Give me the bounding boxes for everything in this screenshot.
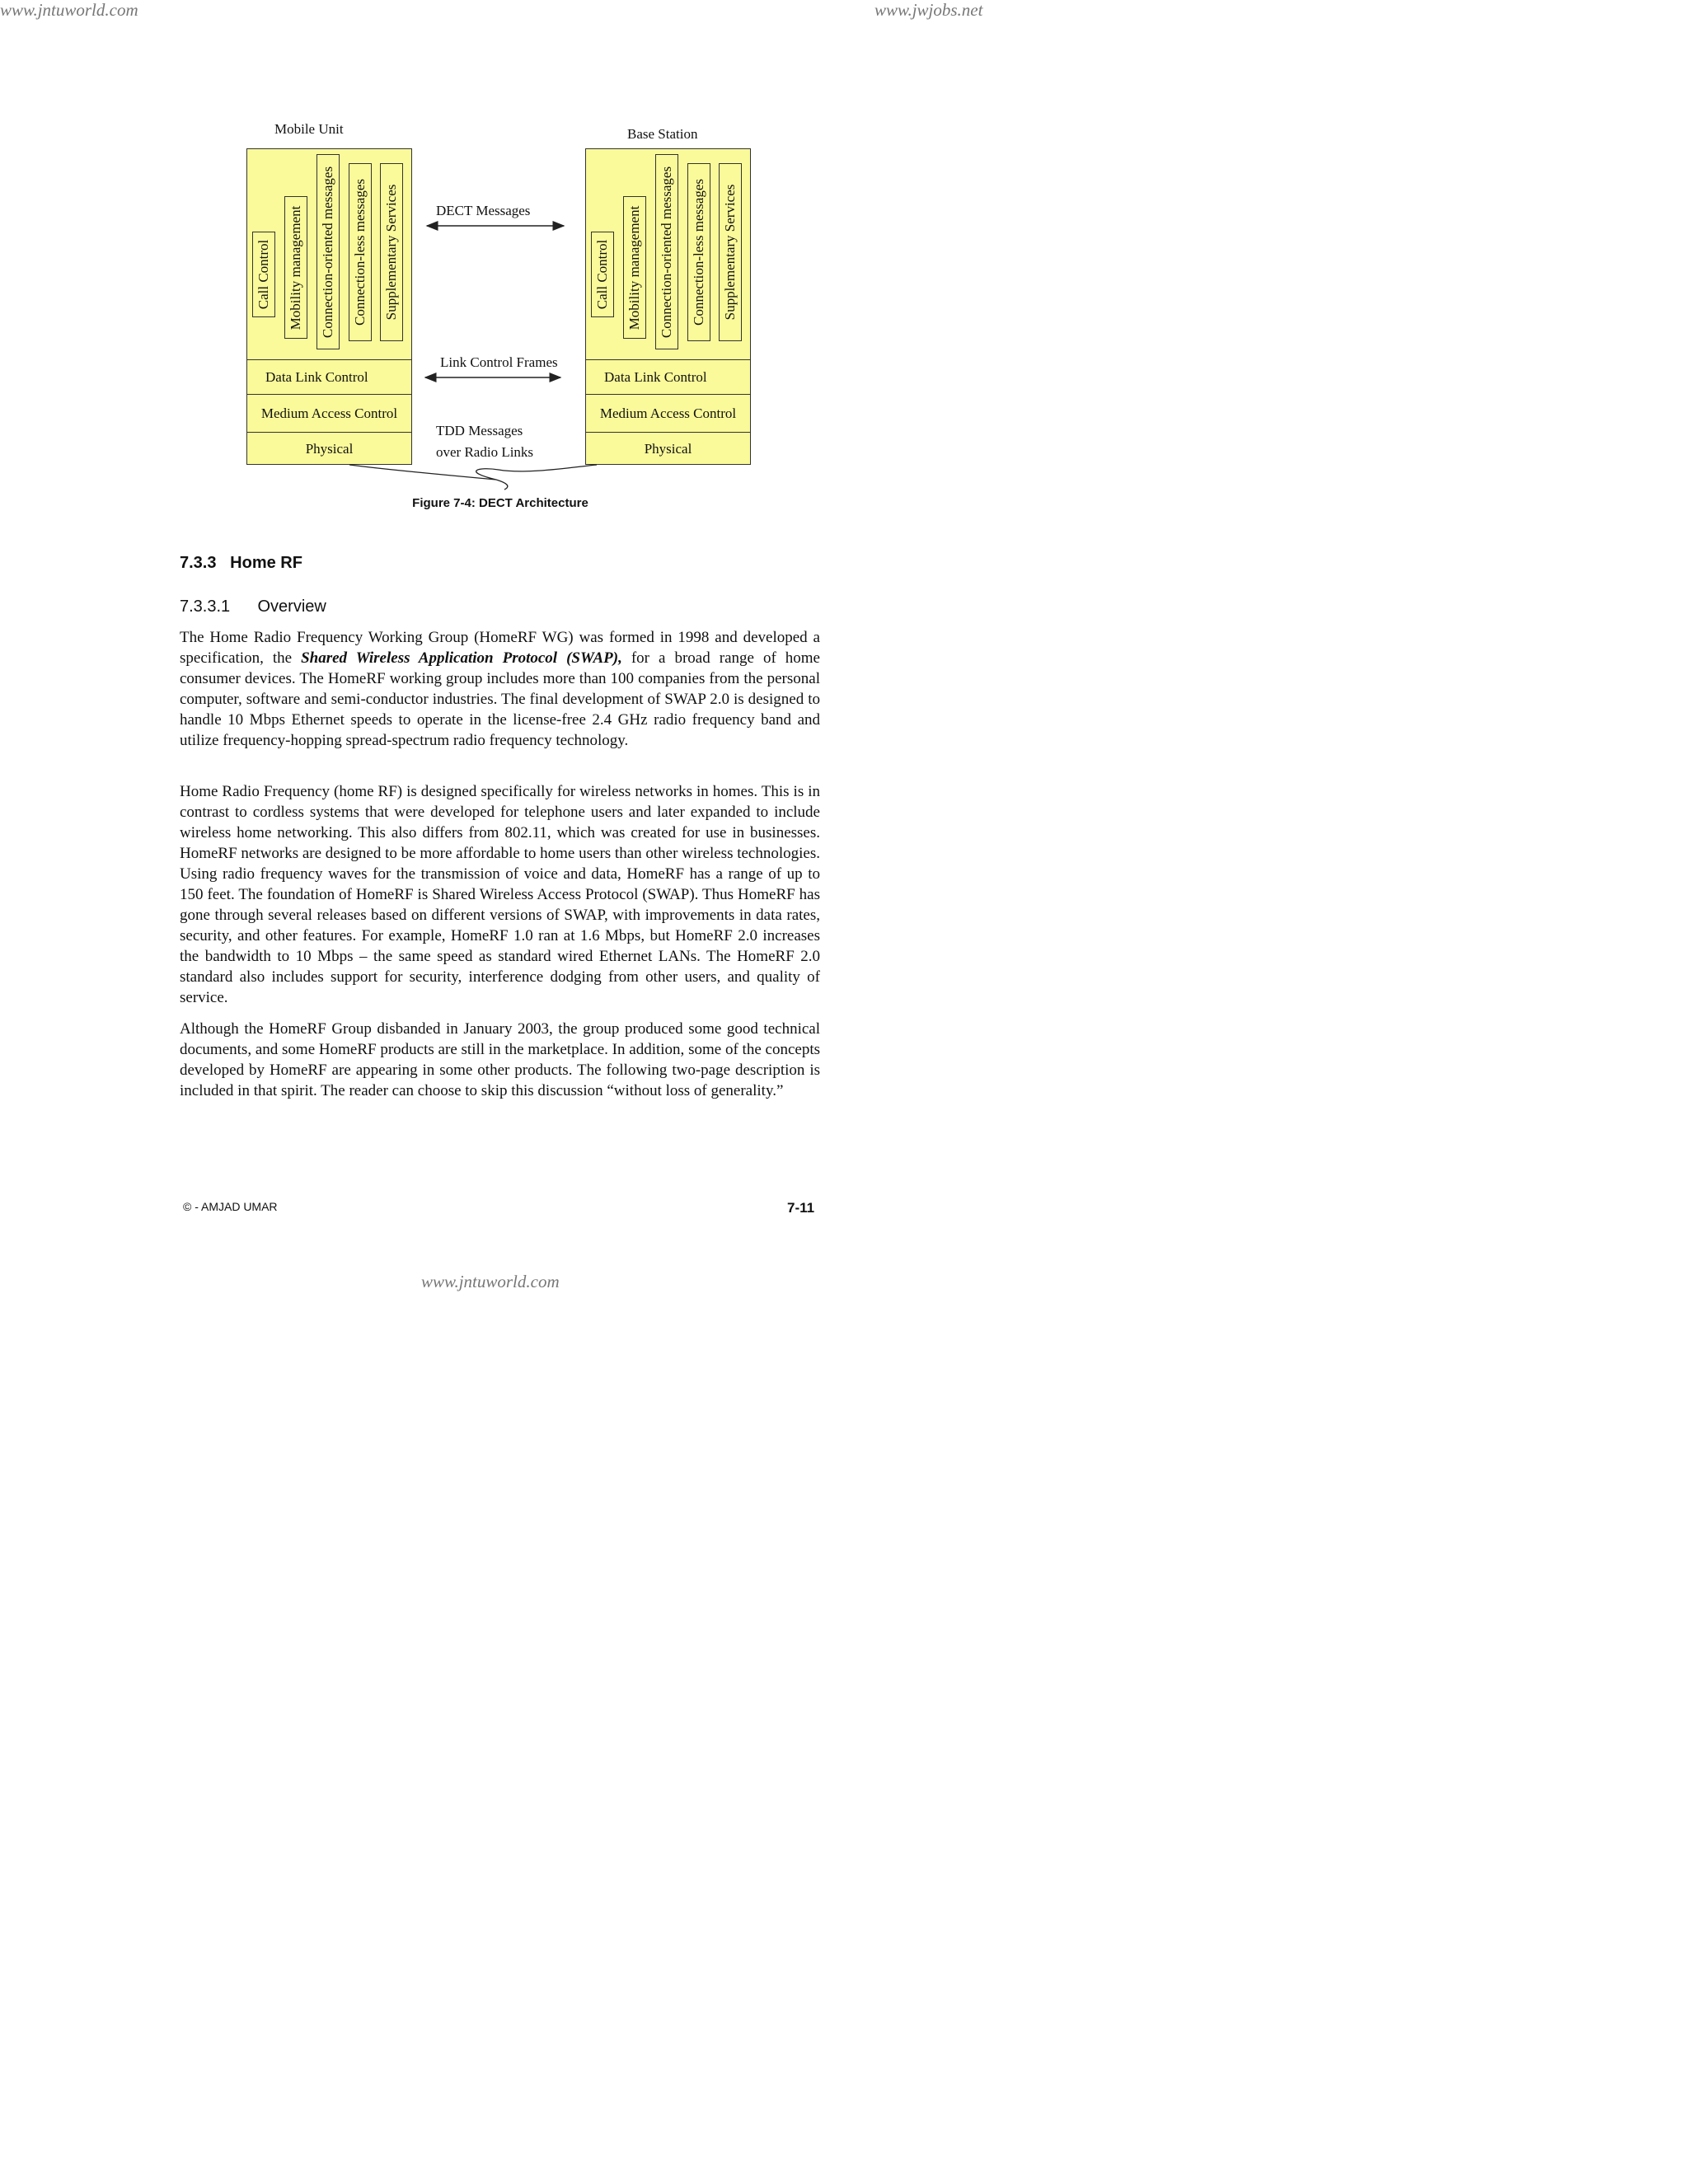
paragraph-1 <box>180 627 820 751</box>
paragraph-3: Although the HomeRF Group disbanded in January 2003, the group produced some good technical documents, and some HomeRF products are still in the marketplace. In addition, some of the concepts developed by HomeRF are appearing in some other products. The following two-page description is included in that spirit. The reader can choose to skip this discussion “without loss of generality.” <box>180 1020 820 1099</box>
mobile-unit-title: Mobile Unit <box>274 121 344 137</box>
over-radio-links-label: over Radio Links <box>436 444 534 460</box>
link-control-frames-label: Link Control Frames <box>440 354 558 370</box>
mu-col-label: Connection-less messages <box>352 179 368 326</box>
paragraph-1-text: The Home Radio Frequency Working Group (HomeRF WG) was formed in 1998 and developed a specification, the <box>180 629 820 667</box>
watermark-bottom: www.jntuworld.com <box>421 1272 560 1291</box>
base-station-title: Base Station <box>627 126 698 142</box>
bs-col-label: Call Control <box>594 239 610 310</box>
bs-col-label: Connection-less messages <box>691 179 706 326</box>
bs-layer-dlc: Data Link Control <box>586 359 750 394</box>
radio-link-line <box>349 465 597 480</box>
paragraph-1-text-cont: for a broad range of home consumer devices. The HomeRF working group includes more than 100 companies from the personal computer, software and semi-conductor industries. The final development of SWAP 2.0 is designed to handle 10 Mbps Ethernet speeds to operate in the license-free 2.4 GHz radio frequency band and utilize frequency-hopping spread-spectrum radio frequency technology. <box>180 649 820 749</box>
mu-col-label: Mobility management <box>288 205 303 330</box>
paragraph-2: Home Radio Frequency (home RF) is designed specifically for wireless networks in homes. This is in contrast to cordless systems that were developed for telephone users and later expanded to include wireless home networking. This also differs from 802.11, which was created for use in businesses. HomeRF networks are designed to be more affordable to home users than other wireless technologies. Using radio frequency waves for the transmission of voice and data, HomeRF has a range of up to 150 feet. The foundation of HomeRF is Shared Wireless Access Protocol (SWAP). Thus HomeRF has gone through several releases based on different versions of SWAP, with improvements in data rates, security, and other features. For example, HomeRF 1.0 ran at 1.6 Mbps, but HomeRF 2.0 increases the bandwidth to 10 Mbps – the same speed as standard wired Ethernet LANs. The HomeRF 2.0 standard also includes support for security, interference dodging from other users, and quality of service. <box>180 783 820 1006</box>
section-heading: 7.3.3 Home RF <box>180 554 302 572</box>
bs-col-label: Mobility management <box>626 205 642 330</box>
watermark-top-left: www.jntuworld.com <box>0 0 138 20</box>
bs-col-label: Connection-oriented messages <box>659 166 674 338</box>
mu-layer-dlc: Data Link Control <box>247 359 411 394</box>
watermark-top-right: www.jwjobs.net <box>874 0 983 20</box>
swap-emphasis: Shared Wireless Application Protocol (SWAP), <box>301 649 622 667</box>
mu-layer-physical: Physical <box>247 432 411 465</box>
footer-copyright: © - AMJAD UMAR <box>183 1200 278 1213</box>
tdd-messages-label: TDD Messages <box>436 423 523 438</box>
figure-caption: Figure 7-4: DECT Architecture <box>412 496 588 510</box>
mu-col-label: Connection-oriented messages <box>320 166 335 338</box>
bs-layer-physical: Physical <box>586 432 750 465</box>
bs-col-label: Supplementary Services <box>722 184 738 321</box>
mu-col-label: Call Control <box>256 239 271 310</box>
subsection-heading: 7.3.3.1 Overview <box>180 598 326 616</box>
dect-messages-label: DECT Messages <box>436 203 531 218</box>
mu-layer-mac: Medium Access Control <box>247 394 411 432</box>
mu-col-label: Supplementary Services <box>383 184 399 321</box>
page-number: 7-11 <box>787 1200 815 1216</box>
bs-layer-mac: Medium Access Control <box>586 394 750 432</box>
